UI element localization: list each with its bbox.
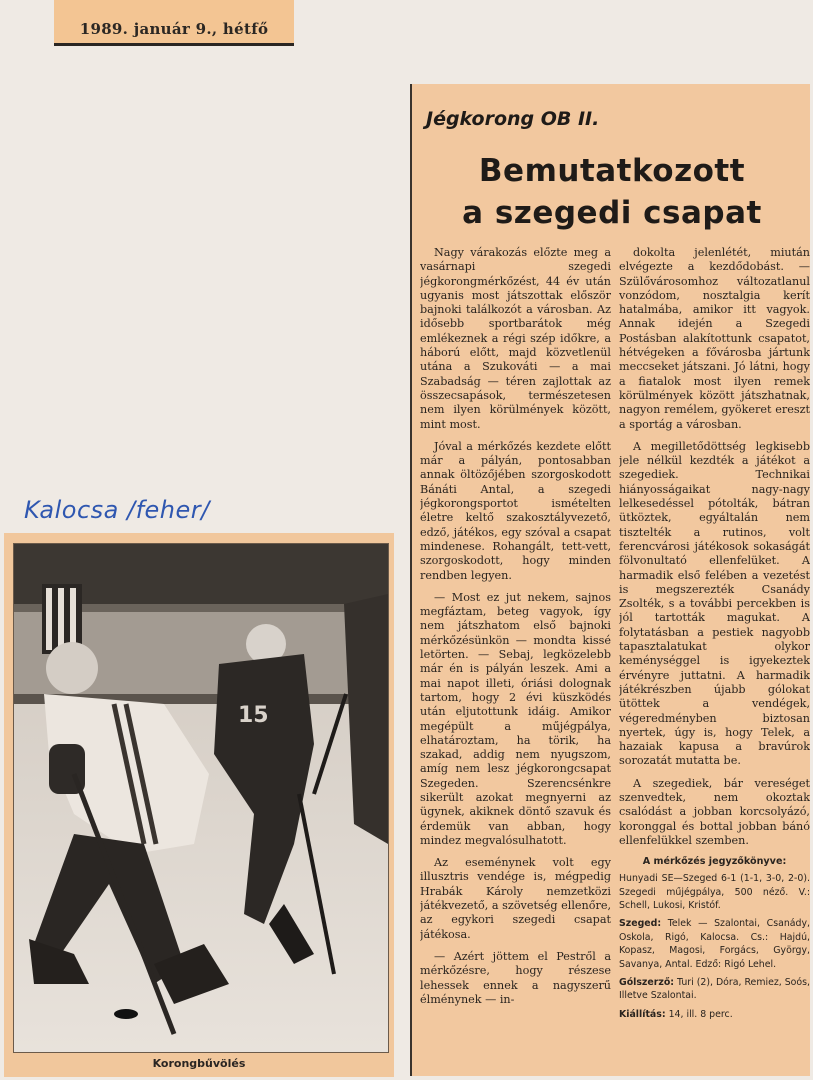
penalties-text: 14, ill. 8 perc. <box>668 1008 733 1020</box>
paragraph: A megilletődöttség legkisebb jele nélkül kezdték a játékot a szegediek. Technikai hiányosságaikat nagy-nagy lelkesedéssel pótolták, bátran ütköztek, egyáltalán nem tisztelték a rutinos, volt ferencvárosi játékosok sokaságát fölvonultató ellenfelüket. A harmadik első felében a vezetést is megszerezték Csanády Zsolték, s a további percekben is jól tartották magukat. A folytatásban a pestiek nagyobb tapasztalatukat olykor keménységgel is igyekeztek érvényre juttatni. A harmadik játékrészben újabb gólokat ütöttek a vendégek, végeredményben biztosan nyertek, úgy is, hogy Telek, a hazaiak kapusa a bravúrok sorozatát mutatta be. <box>619 439 810 768</box>
article-headline <box>412 150 810 234</box>
scorers-text: Turi (2), Dóra, Remiez, Soós, Illetve Szalontai. <box>619 977 810 1002</box>
paragraph: Jóval a mérkőzés kezdete előtt már a pályán, pontosabban annak öltözőjében szorgoskodott Bánáti Antal, a szegedi jégkorongsportot ismételten életre keltő szakosztályvezető, edző, játékos, egy szóval a csapat mindenese. Rohangált, tett-vett, szorgoskodott, hogy minden rendben legyen. <box>420 439 611 582</box>
paragraph: Az eseménynek volt egy illusztris vendége is, mégpedig Hrabák Károly nemzetközi játékvezető, a szövetség ellenőre, az egykori szegedi csapat játékosa. <box>420 856 611 941</box>
left-column <box>420 246 611 1071</box>
hockey-photo <box>13 543 389 1053</box>
handwritten-note: Kalocsa /feher/ <box>24 496 210 524</box>
jersey-number: 15 <box>238 703 269 728</box>
photo-caption: Korongbűvölés <box>152 1057 246 1070</box>
paragraph: — Azért jöttem el Pestről a mérkőzésre, hogy részese lehessek ennek a nagyszerű élménynek — in- <box>420 949 611 1006</box>
paragraph: Nagy várakozás előzte meg a vasárnapi szegedi jégkorongmérkőzést, 44 év után ugyanis most játszottak először bajnoki találkozót a városban. Az idősebb sportbarátok még emlékeznek a régi szép időkre, a háború előtt, majd közvetlenül utána a Szukováti — a mai Szabadság — téren zajlottak az összecsapások, természetesen nem ilyen körülmények között, mint most. <box>420 246 611 431</box>
paragraph: dokolta jelenlétét, miután elvégezte a kezdődobást. — Szülővárosomhoz változatlanul vonzódom, nosztalgia kerít hatalmába, amikor itt vagyok. Annak idején a Szegedi Postásban alakítottunk csapatot, hétvégeken a fővárosba jártunk meccseket játszani. Jó látni, hogy a fiatalok most ilyen remek körülmények között játszhatnak, nagyon remélem, gyökeret ereszt a sportág a városban. <box>619 246 810 431</box>
article-clipping <box>410 84 810 1076</box>
photo-clipping <box>4 533 394 1077</box>
article-kicker: Jégkorong OB II. <box>426 108 600 130</box>
headline-line-1: Bemutatkozott <box>478 153 746 189</box>
record-result: Hunyadi SE—Szeged 6-1 (1-1, 3-0, 2-0). Szegedi műjégpálya, 500 néző. V.: Schell, Lukosi, Kristóf. <box>619 873 810 911</box>
match-record <box>619 856 810 1021</box>
record-penalties <box>619 1008 810 1021</box>
scorers-label: Gólszerző: <box>619 977 675 989</box>
record-scorers <box>619 976 810 1003</box>
paragraph: — Most ez jut nekem, sajnos megfáztam, beteg vagyok, így nem játszhatom első bajnoki mérkőzésünkön — mondta kissé letörten. — Sebaj, legközelebb már én is pályán leszek. Ami a mai napot illeti, óriási dolognak tartom, hogy 2 évi küszködés után eljutottunk idáig. Amikor megépült a műjégpálya, elhatároztam, ha törik, ha szakad, addig nem nyugszom, amíg nem lesz jégkorongcsapat Szegeden. Szerencsénkre sikerült azokat megnyerni az ügynek, akiknek döntő szavuk és érdemük van abban, hogy mindez megvalósulhatott. <box>420 590 611 847</box>
date-clipping <box>54 0 294 46</box>
headline-line-2: a szegedi csapat <box>462 195 762 231</box>
penalties-label: Kiállítás: <box>619 1008 666 1020</box>
record-title: A mérkőzés jegyzőkönyve: <box>642 856 787 868</box>
lineup-label: Szeged: <box>619 918 662 930</box>
article-body <box>420 246 810 1071</box>
paragraph: A szegediek, bár vereséget szenvedtek, nem okoztak csalódást a jobban korcsolyázó, koronggal és bottal jobban bánó ellenfelükkel szemben. <box>619 776 810 847</box>
record-lineup <box>619 917 810 971</box>
lineup-text: Telek — Szalontai, Csanády, Oskola, Rigó, Kalocsa. Cs.: Hajdú, Kopasz, Magosi, Forgács, György, Savanya, Antal. Edző: Rigó Lehel. <box>619 918 810 970</box>
right-column <box>619 246 810 1071</box>
hockey-players-illustration <box>14 544 388 1052</box>
issue-date: 1989. január 9., hétfő <box>79 20 269 38</box>
